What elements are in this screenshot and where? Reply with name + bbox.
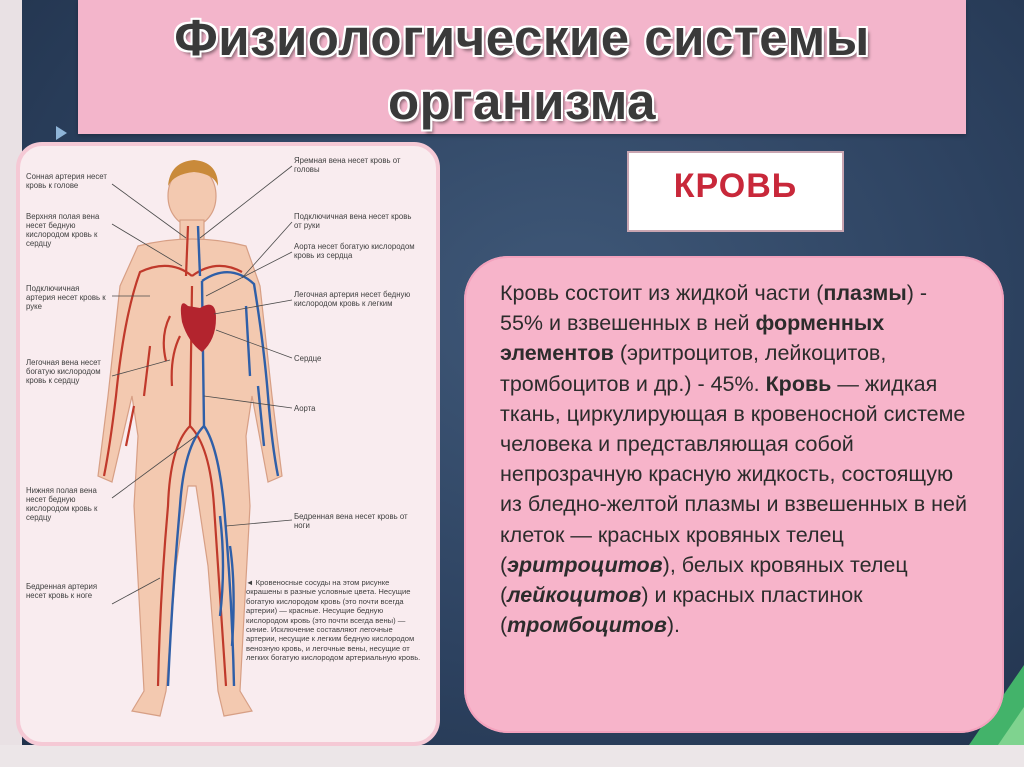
description-text — [500, 278, 970, 640]
label-heart: Сердце — [294, 354, 322, 363]
label-femoral-vein: Бедренная вена несет кровь от ноги — [294, 512, 408, 530]
label-pulmonary-artery: Легочная артерия несет бедную кислородом кровь к легким — [294, 290, 411, 308]
label-subclavian-artery: Подключичная артерия несет кровь к руке — [26, 284, 106, 311]
label-pulmonary-vein: Легочная вена несет богатую кислородом кровь к сердцу — [26, 358, 101, 385]
slide-title-line2: организма — [387, 73, 657, 130]
term-formed-elements: форменных элементов — [500, 311, 885, 366]
text-run: Кровь состоит из жидкой части ( — [500, 281, 824, 305]
slide-title-line1: Физиологические системы — [174, 9, 870, 66]
term-leukocytes: лейкоцитов — [507, 583, 642, 608]
arrow-bullet-icon — [56, 126, 67, 140]
label-inferior-vena-cava: Нижняя полая вена несет бедную кислородом кровь к сердцу — [26, 486, 98, 522]
term-erythrocytes: эритроцитов — [507, 552, 663, 577]
label-carotid-artery: Сонная артерия несет кровь к голове — [26, 172, 107, 190]
label-aorta-top: Аорта несет богатую кислородом кровь из сердца — [294, 242, 415, 260]
slide-title — [78, 6, 966, 134]
text-run: — жидкая ткань, циркулирующая в кровеносной системе человека и представляющая собой непрозрачную красную жидкость, состоящую из бледно-желтой плазмы и взвешенных в ней клеток — красных кровяных телец ( — [500, 371, 967, 577]
text-run: ) и красных пластинок ( — [500, 583, 863, 638]
diagram-caption: ◄ Кровеносные сосуды на этом рисунке окрашены в разные условные цвета. Несущие богатую кислородом кровь (это почти всегда артерии) — красные. Несущие бедную кислородом кровь (это почти всегда вены) — синие. Исключение составляют легочные артерии, несущие к легким бедную кислородом венозную кровь, и легочные вены, несущие от легких богатую кислородом артериальную кровь. — [246, 578, 421, 663]
label-aorta: Аорта — [294, 404, 316, 413]
label-subclavian-vein: Подключичная вена несет кровь от руки — [294, 212, 412, 230]
label-femoral-artery: Бедренная артерия несет кровь к ноге — [26, 582, 98, 600]
corner-accent-shape-light — [998, 707, 1024, 745]
text-run: ), белых кровяных телец ( — [500, 552, 908, 608]
circulatory-system-illustration — [16, 142, 440, 746]
topic-label: КРОВЬ — [673, 167, 798, 205]
title-banner — [78, 0, 966, 134]
slide-bottom-edge — [0, 745, 1024, 767]
text-run: ). — [666, 613, 681, 638]
term-plasma: плазмы — [823, 281, 907, 305]
text-run: (эритроцитов, лейкоцитов, тромбоцитов и др.) - 45%. — [500, 341, 887, 396]
label-superior-vena-cava: Верхняя полая вена несет бедную кислородом кровь к сердцу — [26, 212, 100, 248]
description-card — [464, 256, 1004, 733]
term-blood: Кровь — [765, 371, 832, 396]
term-thrombocytes: тромбоцитов — [507, 613, 667, 638]
label-jugular-vein: Яремная вена несет кровь от головы — [294, 156, 401, 174]
text-run: ) - 55% и взвешенных в ней — [500, 281, 927, 336]
topic-label-box — [627, 151, 844, 232]
